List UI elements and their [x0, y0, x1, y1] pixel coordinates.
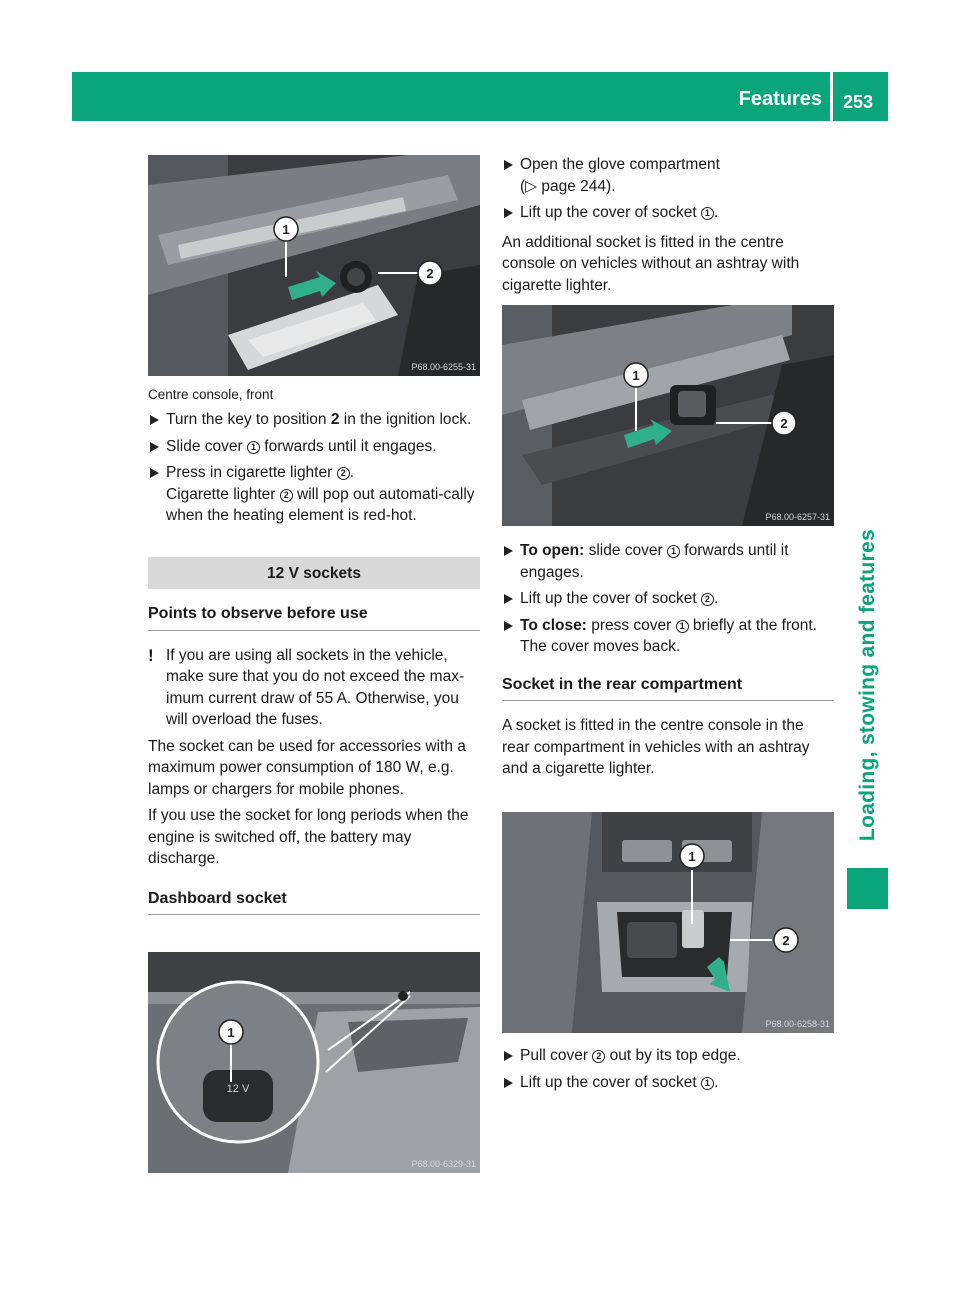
step-lift-socket-cover: Lift up the cover of socket 1 .	[502, 1072, 834, 1094]
figure-callout-1: 1	[632, 368, 640, 383]
callout-2: 2	[592, 1050, 605, 1063]
warning-text: If you are using all sockets in the vehicle, make sure that you do not exceed the max-imum current draw of 55 A. Otherwise, you will overload the fuses.	[166, 646, 465, 728]
paragraph-battery: If you use the socket for long periods when the engine is switched off, the battery may discharge.	[148, 807, 469, 867]
step-lift-cover-2: Lift up the cover of socket 2 .	[502, 588, 834, 610]
step-to-open: To open: slide cover 1 forwards until it engages.	[502, 540, 834, 583]
figure-code: P68.00-6329-31	[411, 1159, 476, 1169]
step-to-close: To close: press cover 1 briefly at the front. The cover moves back.	[502, 615, 834, 658]
step-slide-cover: Slide cover 1 forwards until it engages.	[148, 436, 480, 458]
figure-rear-socket	[502, 812, 834, 1033]
figure-code: P68.00-6258-31	[765, 1019, 830, 1029]
figure-callout-1: 1	[282, 222, 290, 237]
figure-callout-1: 1	[227, 1025, 235, 1040]
callout-1: 1	[676, 620, 689, 633]
callout-1: 1	[701, 1077, 714, 1090]
header-divider	[830, 72, 833, 121]
figure-code: P68.00-6257-31	[765, 512, 830, 522]
figure-console-no-ashtray	[502, 305, 834, 526]
warning-note	[148, 645, 480, 731]
figure-rear-socket-illustration	[502, 812, 834, 1033]
side-tab	[847, 121, 888, 841]
callout-1: 1	[701, 207, 714, 220]
step-pull-cover: Pull cover 2 out by its top edge.	[502, 1045, 834, 1067]
paragraph-additional-socket: An additional socket is fitted in the centre console on vehicles without an ashtray with cigarette lighter.	[502, 233, 800, 294]
figure-dashboard-socket-illustration	[148, 952, 480, 1173]
right-column-figure-4	[502, 812, 834, 1093]
figure-callout-2: 2	[782, 933, 790, 948]
section-title: 12 V sockets	[148, 557, 480, 590]
figure-dashboard-socket	[148, 952, 480, 1173]
right-column	[502, 150, 834, 296]
figure-callout-1: 1	[688, 849, 696, 864]
callout-1: 1	[667, 545, 680, 558]
figure-console-no-ashtray-illustration	[502, 305, 834, 526]
figure-caption: Centre console, front	[148, 387, 274, 402]
chapter-title: Features	[738, 88, 822, 110]
figure-centre-console	[148, 155, 480, 376]
step-open-glove: Open the glove compartment (▷ page 244).	[502, 154, 834, 197]
figure-centre-console-illustration	[148, 155, 480, 376]
callout-2: 2	[701, 593, 714, 606]
left-column	[148, 155, 480, 915]
paragraph-accessories: The socket can be used for accessories with a maximum power consumption of 180 W, e.g. lamps or chargers for mobile phones.	[148, 737, 466, 798]
right-column-figure-3	[502, 305, 834, 780]
side-tab-marker	[847, 868, 888, 909]
figure-code: P68.00-6255-31	[411, 362, 476, 372]
paragraph-rear-socket: A socket is fitted in the centre console in the rear compartment in vehicles with an ashtray and a cigarette lighter.	[502, 717, 810, 777]
page-number: 253	[843, 92, 874, 112]
callout-2: 2	[280, 489, 293, 502]
step-turn-key: Turn the key to position 2 in the ignition lock.	[148, 409, 480, 431]
step-press-lighter: Press in cigarette lighter 2 . Cigarette lighter 2 will pop out automati-cally when the heating element is red-hot.	[148, 462, 480, 527]
callout-2: 2	[337, 467, 350, 480]
figure-callout-2: 2	[426, 266, 434, 281]
subheading-dashboard-socket: Dashboard socket	[148, 888, 480, 916]
subheading-points-to-observe: Points to observe before use	[148, 603, 480, 631]
side-tab-label: Loading, stowing and features	[855, 528, 879, 841]
step-lift-cover: Lift up the cover of socket 1 .	[502, 202, 834, 224]
subheading-rear-socket: Socket in the rear compartment	[502, 674, 834, 702]
figure-callout-2: 2	[780, 416, 788, 431]
left-column-figure	[148, 952, 480, 1173]
callout-1: 1	[247, 441, 260, 454]
socket-label: 12 V	[226, 1083, 250, 1095]
warning-icon: !	[148, 645, 154, 665]
